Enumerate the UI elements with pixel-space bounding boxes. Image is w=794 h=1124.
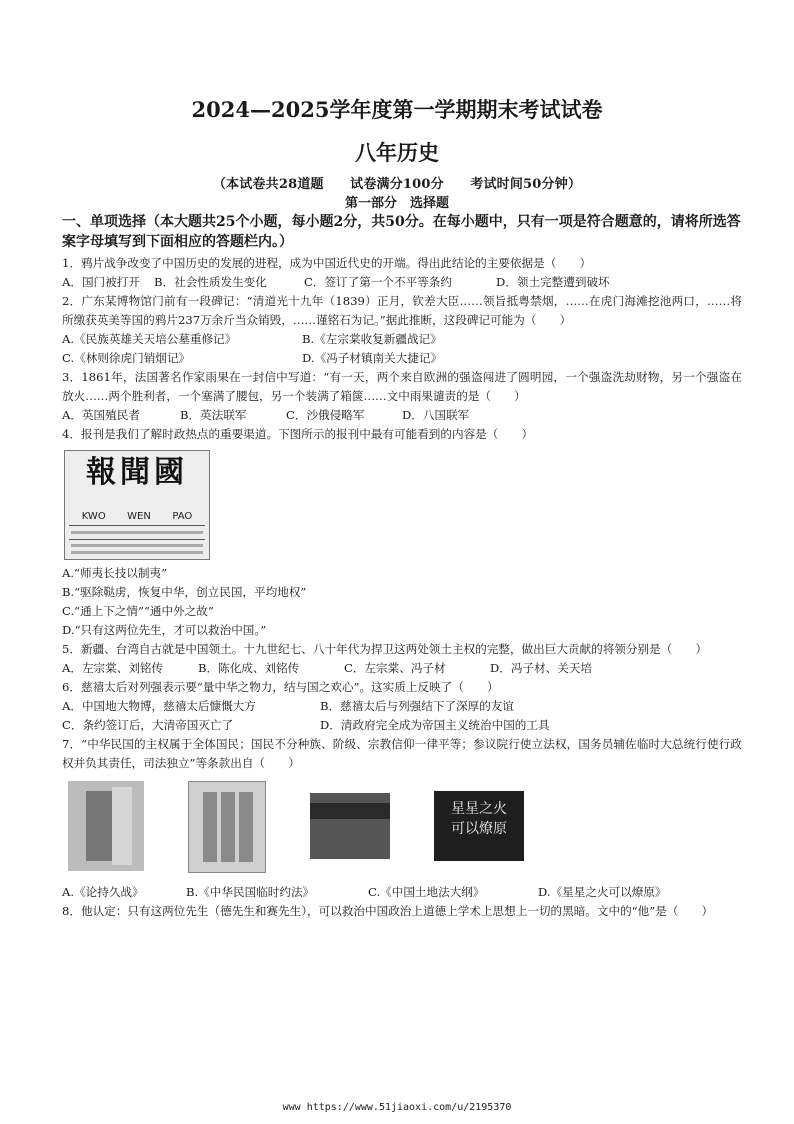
questions (62, 254, 742, 921)
part-heading: 第一部分 选择题 (344, 196, 449, 211)
option-c: C．左宗棠、冯子材 (344, 661, 446, 675)
option-b: B．社会性质发生变化 (154, 275, 267, 289)
option-d: D．冯子材、关天培 (490, 661, 593, 675)
question-2-options-row-2 (62, 349, 742, 368)
question-2-stem: 2．广东某博物馆门前有一段碑记：“清道光十九年（1839）正月，钦差大臣……领旨抵粤禁烟，……在虎门海滩挖池两口，……将所缴获英美等国的鸦片237万余斤当众销毁，……谨铭石为记。”据此推断，这段碑记可能为（ ） (62, 294, 742, 327)
option-d: D．清政府完全成为帝国主义统治中国的工具 (320, 718, 550, 732)
option-a: A．国门被打开 (62, 275, 140, 289)
question-8-stem: 8．他认定：只有这两位先生（德先生和赛先生），可以救治中国政治上道德上学术上思想上一切的黑暗。文中的“他”是（ ） (62, 904, 714, 918)
question-5-stem: 5．新疆、台湾自古就是中国领土。十九世纪七、八十年代为捍卫这两处领土主权的完整，做出巨大贡献的将领分别是（ ） (62, 642, 708, 656)
option-c: C．条约签订后，大清帝国灭亡了 (62, 718, 234, 732)
spark-cover-line-2: 可以燎原 (451, 821, 507, 837)
land-law-cover-image (310, 793, 390, 859)
question-6-options-row-1 (62, 697, 742, 716)
newspaper-roman-1: KWO (81, 511, 106, 522)
question-3-options (62, 406, 742, 425)
option-c: C.《林则徐虎门销烟记》 (62, 351, 191, 365)
footer-url: www https://www.51jiaoxi.com/u/2195370 (282, 1102, 512, 1113)
exam-title: 2024—2025学年度第一学期期末考试试卷 (191, 97, 603, 122)
newspaper-masthead: 報聞國 (86, 455, 188, 490)
option-a: A.《论持久战》 (62, 885, 144, 899)
document-cover-image (188, 781, 266, 873)
option-b: B．陈化成、刘铭传 (198, 661, 300, 675)
question-1-options (62, 273, 742, 292)
question-3-stem: 3．1861年，法国著名作家雨果在一封信中写道：“有一天，两个来自欧洲的强盗闯进了圆明园，一个强盗洗劫财物，另一个强盗在放火……两个胜利者，一个塞满了腰包，另一个装满了箱箧……文中雨果谴责的是（ ） (62, 370, 742, 403)
option-b: B.《中华民国临时约法》 (186, 885, 315, 899)
spark-cover-line-1: 星星之火 (451, 801, 507, 817)
option-d: D.《冯子材镇南关大捷记》 (302, 351, 443, 365)
option-b: B．英法联军 (180, 408, 247, 422)
newspaper-text-line (71, 544, 203, 547)
newspaper-image (64, 450, 210, 560)
exam-subject: 八年历史 (355, 140, 439, 165)
question-7-images (68, 781, 742, 877)
option-b: B.“驱除鞑虏，恢复中华，创立民国，平均地权” (62, 585, 307, 599)
option-a: A．左宗棠、刘铭传 (62, 661, 164, 675)
option-d: D．领土完整遭到破坏 (496, 275, 610, 289)
option-c: C．沙俄侵略军 (286, 408, 365, 422)
question-4-stem: 4．报刊是我们了解时政热点的重要渠道。下图所示的报刊中最有可能看到的内容是（ ） (62, 427, 534, 441)
newspaper-text-line (71, 531, 203, 534)
exam-info: （本试卷共28道题 试卷满分100分 考试时间50分钟） (212, 177, 582, 192)
question-7-options (62, 883, 742, 902)
option-c: C.“通上下之情”“通中外之故” (62, 604, 214, 618)
option-c: C.《中国土地法大纲》 (368, 885, 485, 899)
newspaper-roman-2: WEN (127, 511, 151, 522)
option-b: B．慈禧太后与列强结下了深厚的友谊 (320, 699, 515, 713)
question-5-options (62, 659, 742, 678)
question-6-options-row-2 (62, 716, 742, 735)
option-b: B.《左宗棠收复新疆战记》 (302, 332, 442, 346)
newspaper-rule (69, 539, 205, 540)
option-d: D.“只有这两位先生，才可以救治中国。” (62, 623, 267, 637)
option-a: A.《民族英雄关天培公墓重修记》 (62, 332, 237, 346)
newspaper-text-line (71, 551, 203, 554)
newspaper-roman-title (71, 507, 203, 526)
option-d: D．八国联军 (402, 408, 470, 422)
book-cover-image (68, 781, 144, 871)
option-d: D.《星星之火可以燎原》 (538, 885, 667, 899)
option-a: A．中国地大物博，慈禧太后慷慨大方 (62, 699, 256, 713)
option-a: A．英国殖民者 (62, 408, 140, 422)
question-1-stem: 1．鸦片战争改变了中国历史的发展的进程，成为中国近代史的开端。得出此结论的主要依据是（ ） (62, 256, 592, 270)
newspaper-roman-3: PAO (172, 511, 193, 522)
option-a: A.“师夷长技以制夷” (62, 566, 168, 580)
option-c: C．签订了第一个不平等条约 (304, 275, 452, 289)
spark-cover-image (434, 791, 524, 861)
question-7-stem: 7．“中华民国的主权属于全体国民；国民不分种族、阶级、宗教信仰一律平等；参议院行使立法权，国务员辅佐临时大总统行使行政权并负其责任，司法独立”等条款出自（ ） (62, 737, 742, 770)
newspaper-rule (69, 525, 205, 526)
question-2-options-row-1 (62, 330, 742, 349)
question-6-stem: 6．慈禧太后对列强表示要“量中华之物力，结与国之欢心”。这实质上反映了（ ） (62, 680, 499, 694)
section-heading: 一、单项选择（本大题共25个小题，每小题2分，共50分。在每小题中，只有一项是符合题意的，请将所选答案字母填写到下面相应的答题栏内。） (62, 214, 741, 250)
